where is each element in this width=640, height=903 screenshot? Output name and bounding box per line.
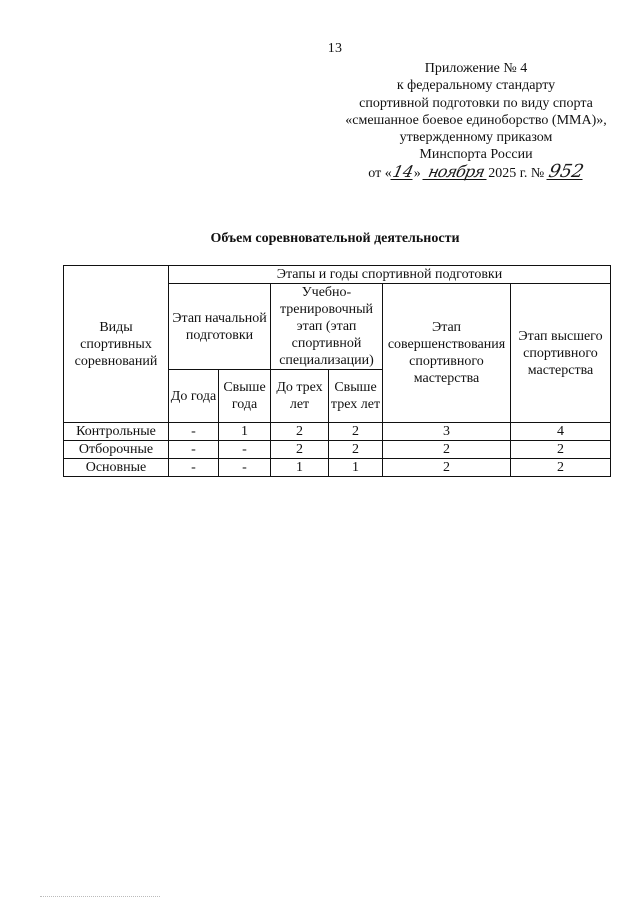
table-cell: 2 <box>271 423 329 441</box>
table-cell: 1 <box>329 459 383 477</box>
approval-line-ministry: Минспорта России <box>419 147 533 163</box>
table-cell: - <box>219 459 271 477</box>
approval-line-discipline: «смешанное боевое единоборство (ММА)», <box>345 112 607 128</box>
table-cell: 2 <box>329 441 383 459</box>
date-mid: » <box>413 165 421 181</box>
table-cell: 4 <box>511 423 611 441</box>
handwritten-order-number: 952 <box>546 160 586 182</box>
subheader-over-three-years: Свыше трех лет <box>329 370 383 423</box>
table-row <box>64 459 611 477</box>
header-stage-initial: Этап начальной подготовки <box>169 284 271 370</box>
subheader-over-year: Свыше года <box>219 370 271 423</box>
table-cell: - <box>169 423 219 441</box>
document-title: Объем соревновательной деятельности <box>210 231 460 246</box>
approval-block <box>330 60 622 182</box>
table-header <box>64 266 611 423</box>
header-stages: Этапы и годы спортивной подготовки <box>169 266 611 284</box>
header-competition-kinds: Виды спортивных соревнований <box>64 266 169 423</box>
date-prefix: от « <box>368 165 392 181</box>
table-cell: 2 <box>511 459 611 477</box>
table-cell: 2 <box>271 441 329 459</box>
table-cell: - <box>219 441 271 459</box>
table-cell: 2 <box>383 459 511 477</box>
row-label: Основные <box>64 459 169 477</box>
date-year: 2025 г. № <box>488 165 545 181</box>
handwritten-month: ноября <box>423 165 490 180</box>
table-cell: - <box>169 441 219 459</box>
table-cell: 1 <box>271 459 329 477</box>
row-label: Контрольные <box>64 423 169 441</box>
header-stage-training: Учебно-тренировочный этап (этап спортивной специализации) <box>271 284 383 370</box>
table-cell: 2 <box>383 441 511 459</box>
scan-artifact-line <box>40 896 160 897</box>
competition-table <box>63 265 611 477</box>
page-number: 13 <box>327 41 343 56</box>
row-label: Отборочные <box>64 441 169 459</box>
subheader-up-to-three-years: До трех лет <box>271 370 329 423</box>
approval-line-sport: спортивной подготовки по виду спорта <box>359 95 593 111</box>
approval-line-order: утвержденному приказом <box>399 130 553 146</box>
header-stage-improvement: Этап совершенствования спортивного мастерства <box>383 284 511 423</box>
subheader-up-to-year: До года <box>169 370 219 423</box>
table-cell: 2 <box>329 423 383 441</box>
table-row <box>64 423 611 441</box>
table-cell: 3 <box>383 423 511 441</box>
table-cell: 2 <box>511 441 611 459</box>
table-body <box>64 423 611 477</box>
approval-date-line <box>330 160 622 182</box>
handwritten-day: 14 <box>390 161 416 181</box>
approval-line-appendix: Приложение № 4 <box>424 61 528 76</box>
approval-line-standard: к федеральному стандарту <box>396 78 556 94</box>
header-stage-higher: Этап высшего спортивного мастерства <box>511 284 611 423</box>
table-cell: 1 <box>219 423 271 441</box>
table-row <box>64 441 611 459</box>
table-cell: - <box>169 459 219 477</box>
